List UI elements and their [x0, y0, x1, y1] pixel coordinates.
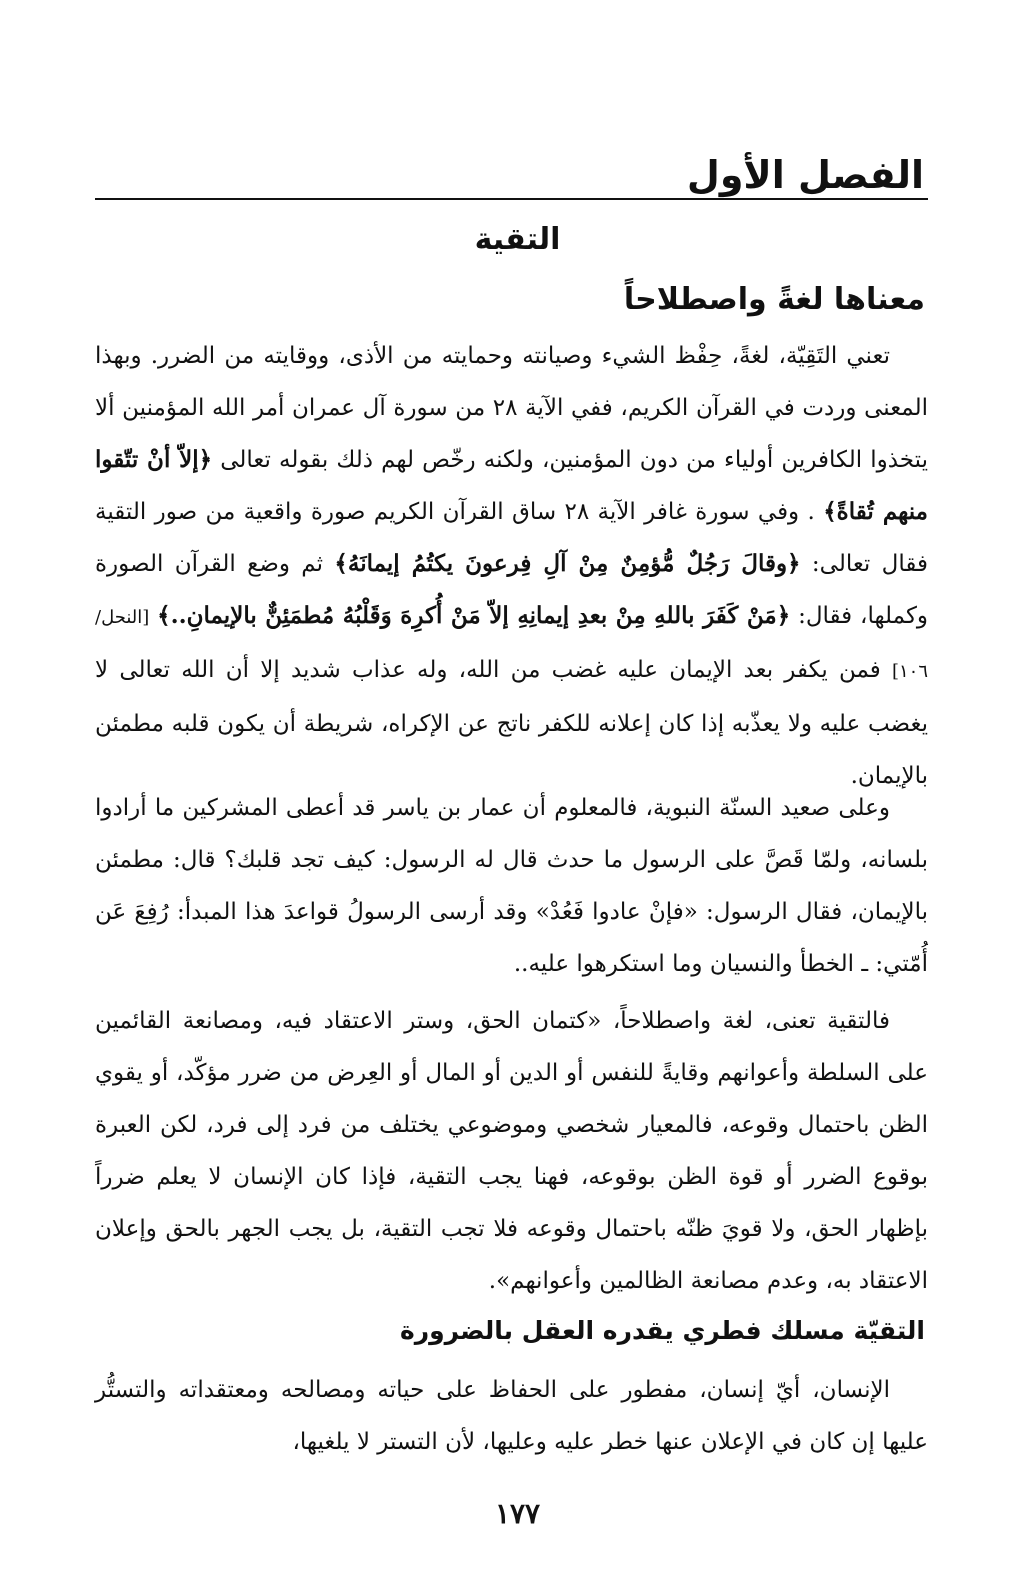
paragraph-sunnah: وعلى صعيد السنّة النبوية، فالمعلوم أن عمار بن ياسر قد أعطى المشركين ما أرادوا بلسانه، ولمّا قَصَّ على الرسول ما حدث قال له الرسول: كيف تجد قلبك؟ قال: مطمئن بالإيمان، فقال الرسول: «فإنْ عادوا فَعُدْ» وقد أرسى الرسولُ قواعدَ هذا المبدأ: رُفِعَ عَن أُمّتي: ـ الخطأ والنسيان وما استكرهوا عليه..	[95, 795, 928, 977]
section-title: التقية	[474, 222, 561, 257]
p1-text-c: ثم وضع القرآن الصورة وكملها، فقال:	[95, 551, 929, 629]
p1-text-b: . وفي سورة غافر الآية ٢٨ ساق القرآن الكريم صورة واقعية من صور التقية فقال تعالى:	[95, 499, 929, 577]
quran-verse-2: ﴿وقالَ رَجُلٌ مُّؤمِنٌ مِنْ آلِ فِرعونَ يكتُمُ إيمانَهُ﴾	[334, 550, 801, 577]
chapter-header	[95, 148, 928, 200]
subheading-natural-behavior: التقيّة مسلك فطري يقدره العقل بالضرورة	[399, 1316, 925, 1345]
paragraph-definition: فالتقية تعنى، لغة واصطلاحاً، «كتمان الحق، وستر الاعتقاد فيه، ومصانعة القائمين على السلطة وأعوانهم وقايةً للنفس أو الدين أو المال أو العِرض من ضرر مؤكّد، أو يقوي الظن باحتمال وقوعه، فالمعيار شخصي وموضوعي يختلف من فرد إلى فرد، لكن العبرة بوقوع الضرر أو قوة الظن بوقوعه، فهنا يجب التقية، فإذا كان الإنسان لا يعلم ضرراً بإظهار الحق، ولا قويَ ظنّه باحتمال وقوعه فلا تجب التقية، بل يجب الجهر بالحق وإعلان الاعتقاد به، وعدم مصانعة الظالمين وأعوانهم».	[95, 1008, 928, 1294]
quran-verse-3: ﴿مَنْ كَفَرَ باللهِ مِنْ بعدِ إيمانِهِ إلاّ مَنْ أُكرِهَ وَقَلْبُهُ مُطمَئِنٌّ بالإيمانِ..﴾	[157, 602, 791, 629]
chapter-title: الفصل الأول	[686, 153, 924, 197]
quran-verse-1: ﴿إلاّ أنْ تتّقوا منهم تُقاةً﴾	[95, 446, 928, 525]
paragraph-human-nature: الإنسان، أيّ إنسان، مفطور على الحفاظ على حياته ومصالحه ومعتقداته والتستُّر عليها إن كان في الإعلان عنها خطر عليه وعليها، لأن التستر لا يلغيها،	[95, 1377, 928, 1455]
paragraph-meaning	[95, 330, 928, 802]
subheading-meaning: معناها لغةً واصطلاحاً	[623, 282, 925, 317]
verse-reference: [النحل/١٠٦]	[95, 607, 928, 682]
page-number: ١٧٧	[494, 1497, 541, 1530]
p1-text-a: تعني التَقِيّة، لغةً، حِفْظ الشيء وصيانته وحمايته من الأذى، ووقايته من الضرر. وبهذا المعنى وردت في القرآن الكريم، ففي الآية ٢٨ من سورة آل عمران أمر الله المؤمنين ألا يتخذوا الكافرين أولياء من دون المؤمنين، ولكنه رخّص لهم ذلك بقوله تعالى	[95, 343, 928, 473]
p1-text-d: فمن يكفر بعد الإيمان عليه غضب من الله، وله عذاب شديد إلا أن الله تعالى لا يغضب عليه ولا يعذّبه إذا كان إعلانه للكفر ناتج عن الإكراه، شريطة أن يكون قلبه مطمئن بالإيمان.	[95, 657, 928, 789]
